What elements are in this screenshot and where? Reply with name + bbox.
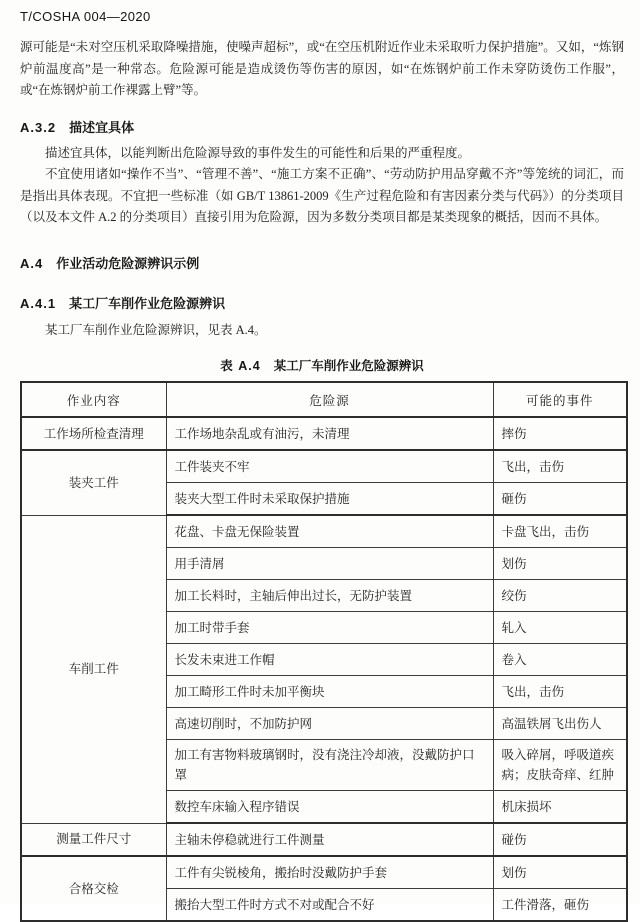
table-caption-title: 某工厂车削作业危险源辨识	[273, 359, 424, 373]
section-heading-a32	[20, 117, 624, 136]
header-event: 可能的事件	[493, 382, 627, 417]
table-row	[21, 856, 627, 889]
hazard-cell: 加工有害物料玻璃钢时，没有浇注冷却液，没戴防护口罩	[166, 740, 493, 791]
section-number: A.4	[20, 255, 44, 271]
hazard-cell: 加工时带手套	[166, 612, 493, 644]
event-cell: 碰伤	[493, 823, 627, 856]
event-cell: 卷入	[493, 644, 627, 676]
hazard-cell: 用手清屑	[166, 548, 493, 580]
table-caption-label: 表 A.4	[220, 359, 261, 373]
section-number: A.3.2	[20, 119, 57, 135]
hazard-cell: 工件有尖锐棱角，搬抬时没戴防护手套	[166, 856, 493, 889]
event-cell: 工件滑落，砸伤	[493, 889, 627, 922]
hazard-cell: 加工畸形工件时未加平衡块	[166, 676, 493, 708]
hazard-cell: 工件装夹不牢	[166, 450, 493, 483]
event-cell: 飞出，击伤	[493, 676, 627, 708]
event-cell: 摔伤	[493, 417, 627, 450]
event-cell: 机床损坏	[493, 791, 627, 824]
section-heading-a4	[20, 253, 624, 272]
event-cell: 飞出，击伤	[493, 450, 627, 483]
event-cell: 高温铁屑飞出伤人	[493, 708, 627, 740]
document-number: T/COSHA 004—2020	[20, 9, 151, 24]
hazard-cell: 搬抬大型工件时方式不对或配合不好	[166, 889, 493, 922]
section-heading-a41	[20, 293, 624, 312]
section-title: 作业活动危险源辨识示例	[56, 255, 200, 271]
table-row	[21, 417, 627, 450]
section-title: 描述宜具体	[69, 119, 135, 135]
table-header-row	[21, 382, 627, 417]
section-number: A.4.1	[20, 295, 57, 311]
hazard-table	[20, 381, 628, 922]
event-cell: 卡盘飞出，击伤	[493, 515, 627, 548]
activity-cell: 车削工件	[21, 515, 166, 823]
hazard-cell: 花盘、卡盘无保险装置	[166, 515, 493, 548]
paragraph-a41: 某工厂车削作业危险源辨识，见表 A.4。	[45, 322, 267, 337]
hazard-cell: 工作场地杂乱或有油污，未清理	[166, 417, 493, 450]
section-title: 某工厂车削作业危险源辨识	[69, 295, 226, 311]
paragraph-continuation: 源可能是“未对空压机采取降噪措施，使噪声超标”，或“在空压机附近作业未采取听力保护措施”。又如，“炼钢炉前温度高”是一种常态。危险源可能是造成烫伤等伤害的原因，如“在炼钢炉前工作未穿防烫伤工作服”，或“在炼钢炉前工作裸露上臂”等。	[20, 40, 624, 97]
table-row	[21, 823, 627, 856]
hazard-cell: 长发未束进工作帽	[166, 644, 493, 676]
event-cell: 砸伤	[493, 483, 627, 516]
activity-cell: 工作场所检查清理	[21, 417, 166, 450]
table-caption	[20, 356, 624, 374]
event-cell: 吸入碎屑，呼吸道疾病；皮肤奇痒、红肿	[493, 740, 627, 791]
hazard-cell: 高速切削时，不加防护网	[166, 708, 493, 740]
activity-cell: 测量工件尺寸	[21, 823, 166, 856]
paragraph-a32-1: 描述宜具体，以能判断出危险源导致的事件发生的可能性和后果的严重程度。	[45, 145, 471, 160]
event-cell: 划伤	[493, 548, 627, 580]
hazard-cell: 加工长料时，主轴后伸出过长，无防护装置	[166, 580, 493, 612]
event-cell: 绞伤	[493, 580, 627, 612]
header-activity: 作业内容	[21, 382, 166, 417]
table-row	[21, 450, 627, 483]
header-hazard: 危险源	[166, 382, 493, 417]
activity-cell: 合格交检	[21, 856, 166, 921]
event-cell: 划伤	[493, 856, 627, 889]
paragraph-a32-2: 不宜使用诸如“操作不当”、“管理不善”、“施工方案不正确”、“劳动防护用品穿戴不齐”等笼统的词汇，而是指出具体表现。不宜把一些标准（如 GB/T 13861-2009《生产过程危险和有害因素分类与代码》）的分类项目（以及本文件 A.2 的分类项目）直接引用为危险源，因为多数分类项目都是某类现象的概括，因而不具体。	[20, 167, 624, 224]
activity-cell: 装夹工件	[21, 450, 166, 515]
hazard-cell: 主轴未停稳就进行工件测量	[166, 823, 493, 856]
event-cell: 轧入	[493, 612, 627, 644]
hazard-cell: 数控车床输入程序错误	[166, 791, 493, 824]
hazard-cell: 装夹大型工件时未采取保护措施	[166, 483, 493, 516]
table-row	[21, 515, 627, 548]
